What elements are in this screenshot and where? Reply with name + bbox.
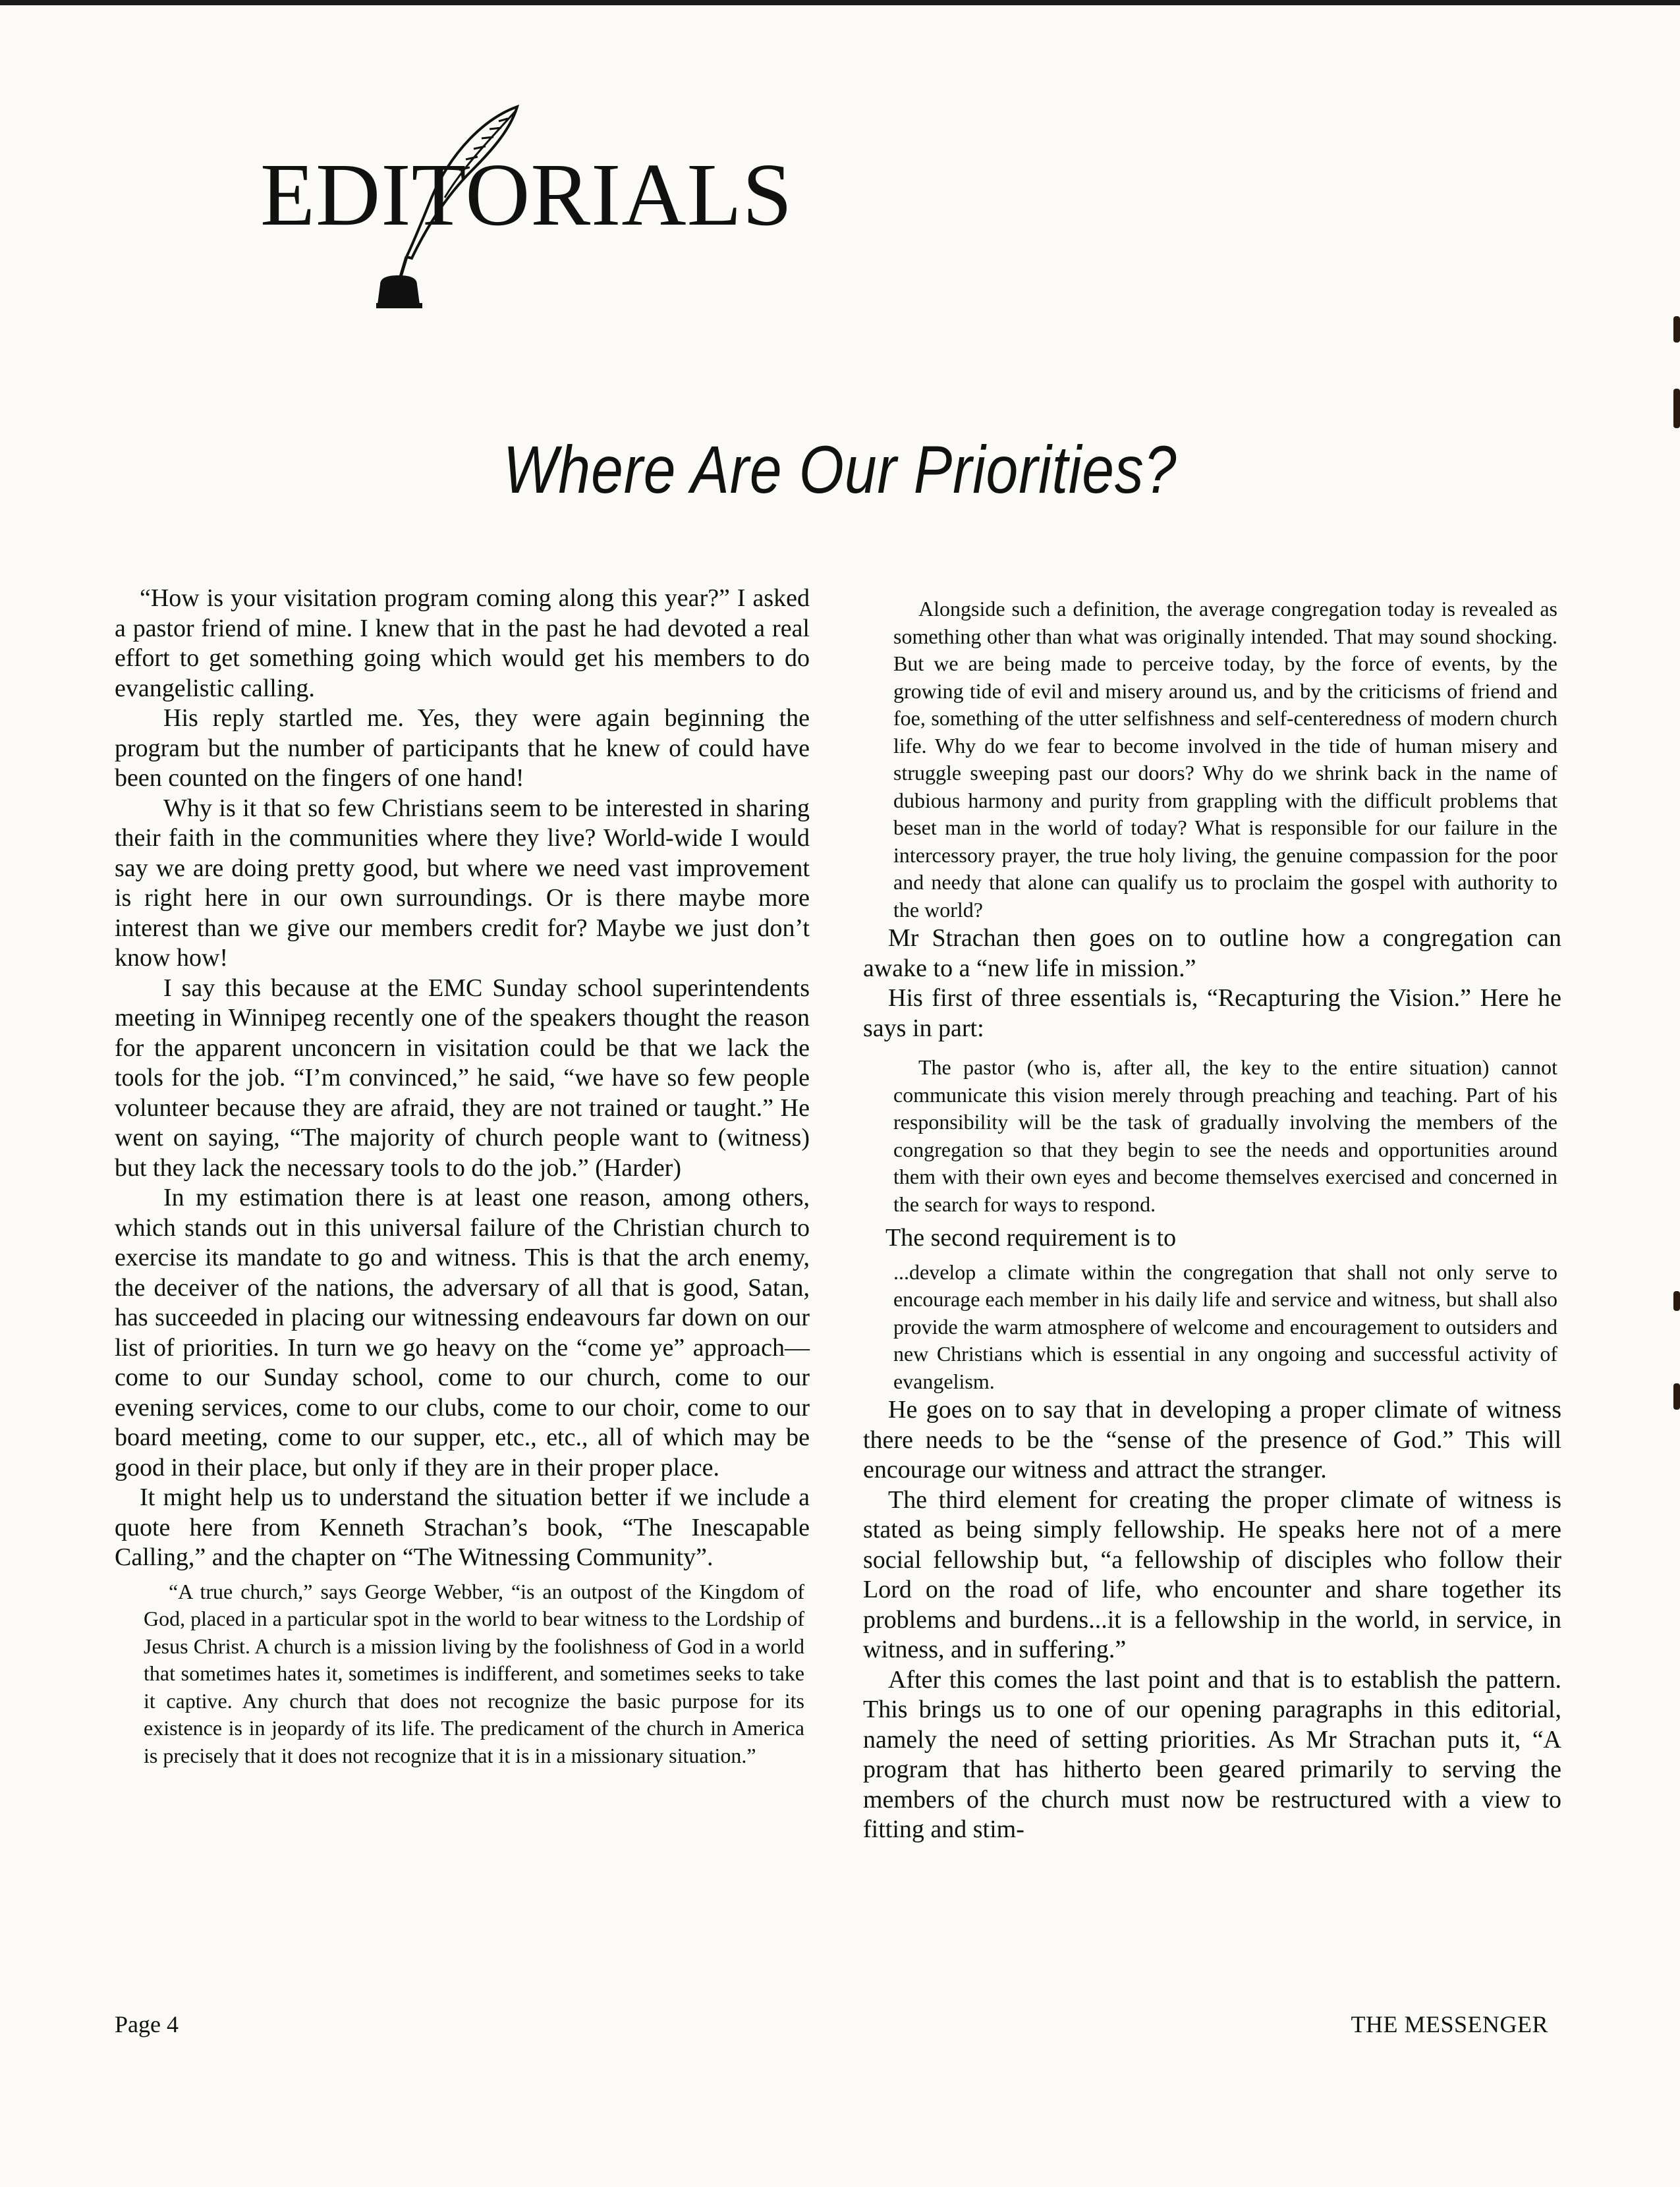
page-number: Page 4 [115,2011,179,2037]
paragraph: In my estimation there is at least one reason, among others, which stands out in this universal failure of the Christian church to exercise its mandate to go and witness. This is that the arch enemy, the deceiver of the nations, the adversary of all that is good, Satan, has succeeded in placing our witnessing endeavours far down on our list of priorities. In turn we go heavy on the “come ye” approach—come to our Sunday school, come to our church, come to our evening services, come to our clubs, come to our choir, come to our board meeting, come to our supper, etc., etc., all of which may be good in their place, but only if they are in their proper place. [115,1184,810,1481]
block-quote: ...develop a climate within the congregation that shall not only serve to encourage each member in his daily life and service and witness, but shall also provide the warm atmosphere of welcome and encouragement to outsiders and new Christians which is essential in any ongoing and successful activity of evangelism. [893,1260,1557,1393]
scan-edge-marks [1669,277,1680,1462]
paragraph: The third element for creating the proper climate of witness is stated as being simply fellowship. He speaks here not of a mere social fellowship but, “a fellowship of disciples who follow their Lord on the road of life, who encounter and share together its problems and burdens...it is a fellowship in the world, in service, in witness, and in suffering.” [863,1485,1561,1663]
paragraph: I say this because at the EMC Sunday school superintendents meeting in Winnipeg recently one of the speakers thought the reason for the apparent unconcern in visitation could be that we lack the tools for the job. “I’m convinced,” he said, “we have so few people volunteer because they are afraid, they are not trained or taught.” He went on saying, “The majority of church people want to (witness) but they lack the necessary tools to do the job.” (Harder) [115,974,810,1182]
publication-name: THE MESSENGER [1351,2011,1548,2037]
headline: Where Are Our Priorities? [503,432,1177,507]
paragraph: His reply startled me. Yes, they were again beginning the program but the number of participants that he knew of could have been counted on the fingers of one hand! [115,704,810,792]
block-quote: Alongside such a definition, the average congregation today is revealed as something other than what was originally intended. That may sound shocking. But we are being made to perceive today, by the force of events, by the growing tide of evil and misery around us, and by the criticisms of friend and foe, something of the utter selfishness and self-centeredness of modern church life. Why do we fear to become involved in the tide of human misery and struggle sweeping past our doors? Why do we shrink back in the name of dubious harmony and purity from grappling with the difficult problems that beset man in the world of today? What is responsible for our failure in the intercessory prayer, the true holy living, the genuine compassion for the poor and needy that alone can qualify us to proclaim the gospel with authority to the world? [893,597,1557,922]
paragraph: Why is it that so few Christians seem to be interested in sharing their faith in the communities where they live? World-wide I would say we are doing pretty good, but where we need vast improvement is right here in our own surroundings. Or is there maybe more interest than we give our members credit for? Maybe we just don’t know how! [115,794,810,972]
right-column [863,584,1561,1845]
paragraph: After this comes the last point and that is to establish the pattern. This brings us to one of our opening paragraphs in this editorial, namely the need of setting priorities. As Mr Strachan puts it, “A program that has hitherto been geared primarily to serving the members of the church must now be restructured with a view to fitting and stim- [863,1665,1561,1843]
editorials-masthead [260,99,793,310]
paragraph: He goes on to say that in developing a proper climate of witness there needs to be the “sense of the presence of God.” This will encourage our witness and attract the stranger. [863,1396,1561,1483]
paragraph: “How is your visitation program coming along this year?” I asked a pastor friend of mine. I knew that in the past he had devoted a real effort to get something going which would get his members to do evangelistic calling. [115,584,810,702]
block-quote: “A true church,” says George Webber, “is an outpost of the Kingdom of God, placed in a particular spot in the world to bear witness to the Lordship of Jesus Christ. A church is a mission living by the foolishness of God in a world that sometimes hates it, sometimes is indifferent, and sometimes seeks to take it captive. Any church that does not recognize the basic purpose for its existence is in jeopardy of its life. The predicament of the church in America is precisely that it does not recognize that it is in a missionary situation.” [144,1579,804,1767]
masthead-title: EDITORIALS [260,146,793,244]
paragraph: It might help us to understand the situation better if we include a quote here from Kenneth Strachan’s book, “The Inescapable Calling,” and the chapter on “The Witnessing Community”. [115,1483,810,1571]
lead-in-text: The second requirement is to [885,1224,1177,1252]
left-column [115,584,810,1769]
paragraph: His first of three essentials is, “Recapturing the Vision.” Here he says in part: [863,984,1561,1042]
block-quote: The pastor (who is, after all, the key to the entire situation) cannot communicate this vision merely through preaching and teaching. Part of his responsibility will be the task of gradually involving the members of the congregation so that they begin to see the needs and opportunities around them with their own eyes and become themselves exercised and concerned in the search for ways to respond. [893,1055,1557,1216]
paragraph: Mr Strachan then goes on to outline how a congregation can awake to a “new life in mission.” [863,924,1561,982]
page-top-border [0,0,1680,5]
